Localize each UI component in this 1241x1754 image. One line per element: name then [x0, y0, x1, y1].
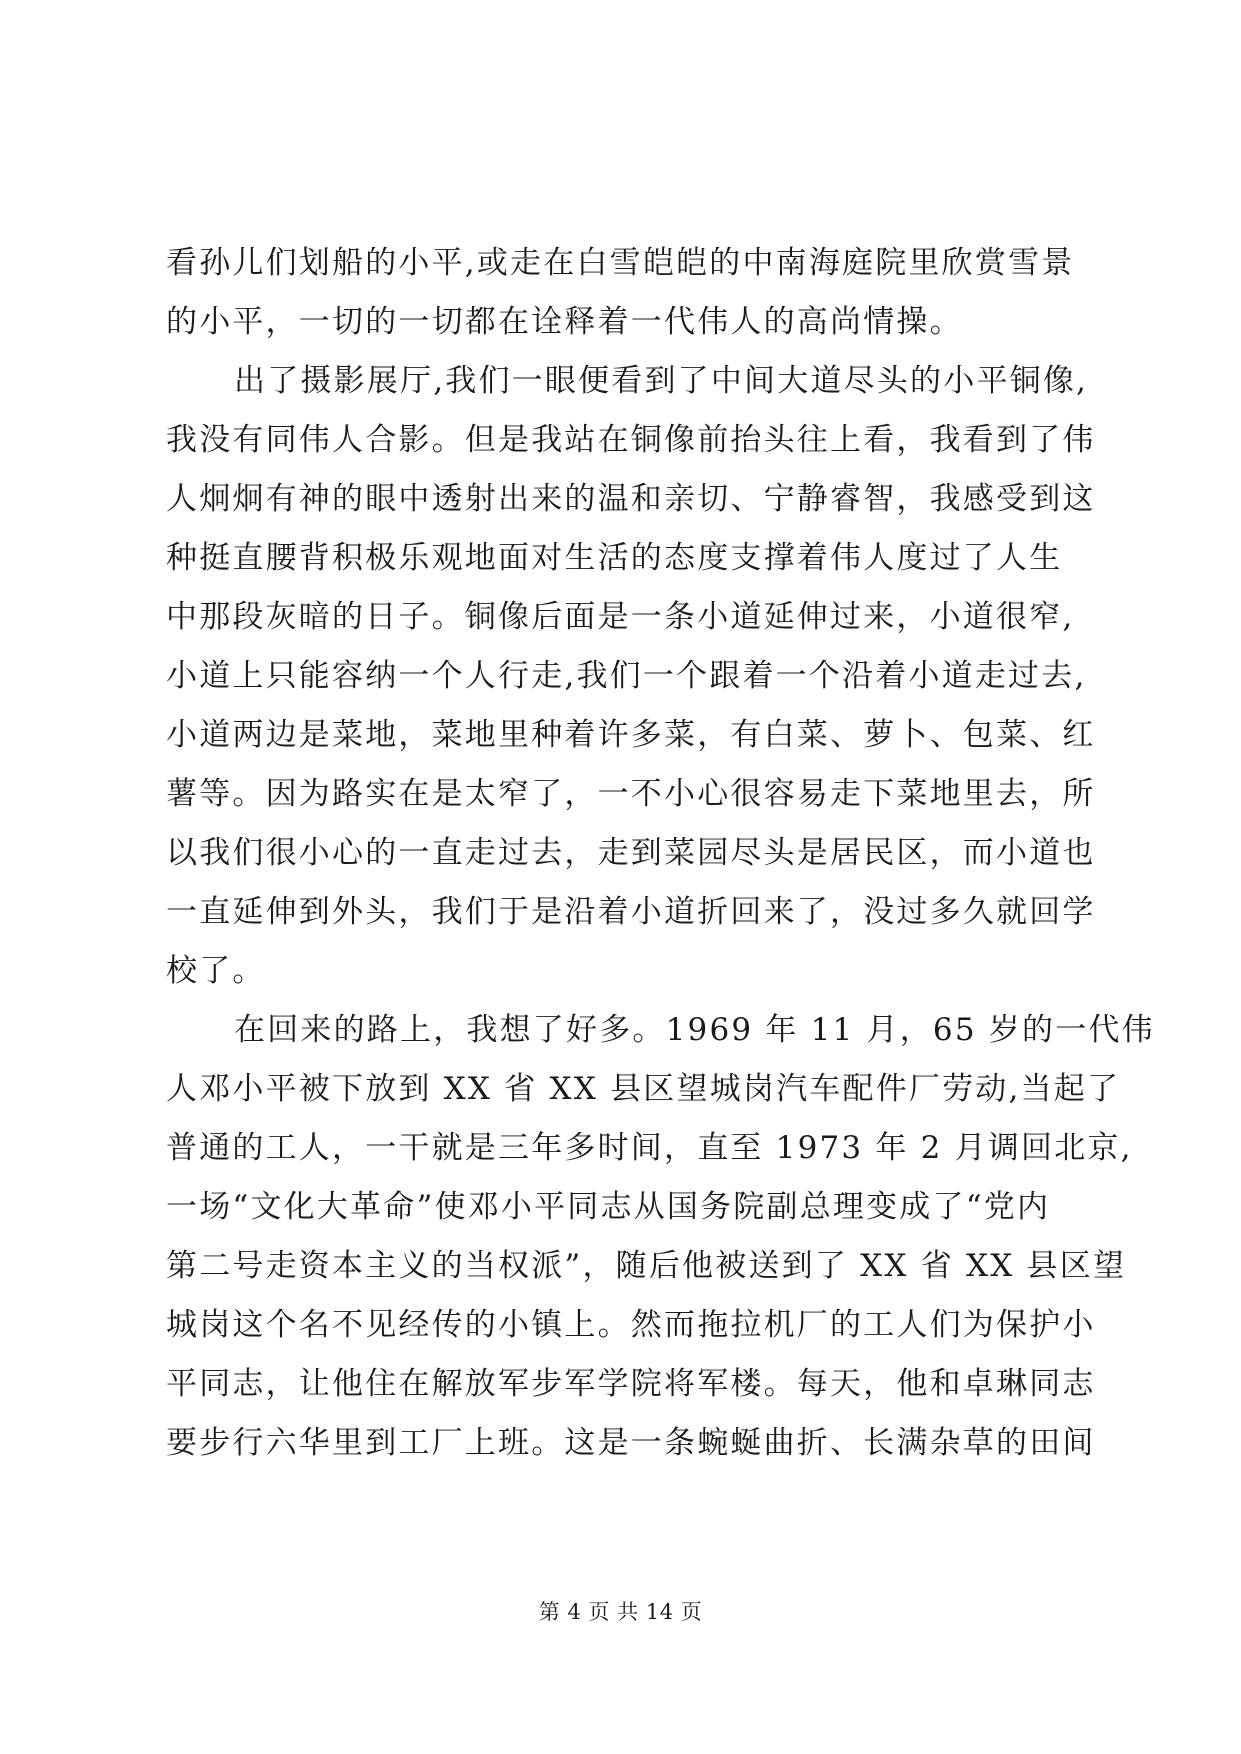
text-line: 一场“文化大革命”使邓小平同志从国务院副总理变成了“党内 [166, 1189, 1051, 1225]
text-line: 校了。 [166, 953, 266, 989]
text-line: 中那段灰暗的日子。铜像后面是一条小道延伸过来，小道很窄, [166, 599, 1075, 635]
text-line: 在回来的路上，我想了好多。1969 年 11 月，65 岁的一代伟 [234, 1012, 1155, 1048]
text-line: 普通的工人，一干就是三年多时间，直至 1973 年 2 月调回北京, [166, 1130, 1133, 1166]
text-line: 的小平，一切的一切都在诠释着一代伟人的高尚情操。 [166, 304, 963, 340]
text-line: 人邓小平被下放到 XX 省 XX 县区望城岗汽车配件厂劳动,当起了 [166, 1071, 1121, 1107]
text-line: 要步行六华里到工厂上班。这是一条蜿蜒曲折、长满杂草的田间 [166, 1425, 1096, 1461]
text-line: 看孙儿们划船的小平,或走在白雪皑皑的中南海庭院里欣赏雪景 [166, 245, 1075, 281]
text-line: 平同志，让他住在解放军步军学院将军楼。每天，他和卓琳同志 [166, 1366, 1096, 1402]
text-line: 人炯炯有神的眼中透射出来的温和亲切、宁静睿智，我感受到这 [166, 481, 1096, 517]
body-text [166, 234, 1155, 1473]
text-line: 第二号走资本主义的当权派”，随后他被送到了 XX 省 XX 县区望 [166, 1248, 1127, 1284]
page-footer: 第 4 页 共 14 页 [538, 1600, 703, 1624]
text-line: 以我们很小心的一直走过去，走到菜园尽头是居民区，而小道也 [166, 835, 1096, 871]
text-line: 小道两边是菜地，菜地里种着许多菜，有白菜、萝卜、包菜、红 [166, 717, 1096, 753]
text-line: 薯等。因为路实在是太窄了，一不小心很容易走下菜地里去，所 [166, 776, 1096, 812]
text-line: 城岗这个名不见经传的小镇上。然而拖拉机厂的工人们为保护小 [166, 1307, 1096, 1343]
text-line: 小道上只能容纳一个人行走,我们一个跟着一个沿着小道走过去, [166, 658, 1087, 694]
text-line: 我没有同伟人合影。但是我站在铜像前抬头往上看，我看到了伟 [166, 422, 1096, 458]
text-line: 出了摄影展厅,我们一眼便看到了中间大道尽头的小平铜像, [234, 363, 1089, 399]
text-line: 一直延伸到外头，我们于是沿着小道折回来了，没过多久就回学 [166, 894, 1096, 930]
text-line: 种挺直腰背积极乐观地面对生活的态度支撑着伟人度过了人生 [166, 540, 1063, 576]
